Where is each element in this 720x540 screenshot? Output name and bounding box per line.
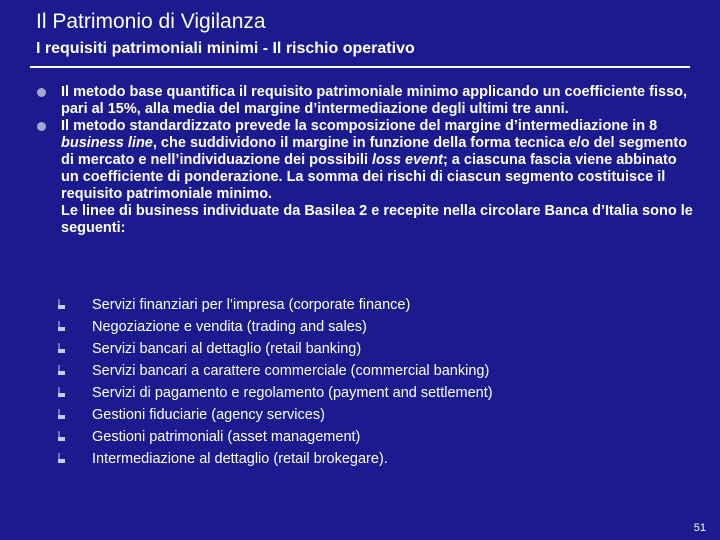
- title-divider: [30, 66, 690, 68]
- bullet-dot-icon: [37, 88, 46, 97]
- list-item-label: Servizi bancari a carattere commerciale (commercial banking): [92, 363, 490, 379]
- italic-term: business line: [61, 135, 153, 151]
- page-number: 51: [693, 522, 706, 534]
- bullet-base-method: [36, 84, 696, 118]
- list-item: [58, 294, 658, 316]
- bullet-text: ; a ciascuna fascia viene abbinato un coefficiente di ponderazione. La somma dei rischi di ciascun segmento costituisce il requisito patrimoniale minimo.: [61, 152, 677, 202]
- list-item-label: Servizi bancari al dettaglio (retail banking): [92, 341, 362, 357]
- dash-bullet-icon: [58, 349, 65, 353]
- list-item-label: Negoziazione e vendita (trading and sales): [92, 319, 367, 335]
- dash-bullet-icon: [58, 459, 65, 463]
- slide-title: Il Patrimonio di Vigilanza: [36, 10, 266, 33]
- dash-bullet-icon: [58, 415, 65, 419]
- list-item-label: Gestioni patrimoniali (asset management): [92, 429, 361, 445]
- bullet-text: Il metodo base quantifica il requisito patrimoniale minimo applicando un coefficiente fisso, pari al 15%, alla media del margine d’intermediazione degli ultimi tre anni.: [61, 84, 688, 117]
- list-item-label: Servizi di pagamento e regolamento (payment and settlement): [92, 385, 493, 401]
- list-item: [58, 404, 658, 426]
- dash-bullet-icon: [58, 327, 65, 331]
- list-item-label: Intermediazione al dettaglio (retail brokegare).: [92, 451, 388, 467]
- list-item: [58, 426, 658, 448]
- list-item: [58, 338, 658, 360]
- list-item: [58, 448, 658, 470]
- dash-bullet-icon: [58, 437, 65, 441]
- business-lines-list: [58, 294, 658, 470]
- list-item-label: Gestioni fiduciarie (agency services): [92, 407, 325, 423]
- bullet-text: , che suddividono il margine in funzione della forma tecnica e/o del segmento di mercato e nell’individuazione dei possibili: [61, 135, 688, 168]
- italic-term: loss event: [372, 152, 443, 168]
- list-item: [58, 316, 658, 338]
- list-item-label: Servizi finanziari per l’impresa (corporate finance): [92, 297, 411, 313]
- bullet-continuation: Le linee di business individuate da Basilea 2 e recepite nella circolare Banca d’Italia sono le seguenti:: [61, 203, 693, 236]
- list-item: [58, 382, 658, 404]
- bullet-text: Il metodo standardizzato prevede la scomposizione del margine d’intermediazione in 8: [61, 118, 658, 134]
- dash-bullet-icon: [58, 371, 65, 375]
- dash-bullet-icon: [58, 305, 65, 309]
- slide-subtitle: I requisiti patrimoniali minimi - Il rischio operativo: [36, 40, 415, 57]
- bullet-dot-icon: [37, 122, 46, 131]
- list-item: [58, 360, 658, 382]
- bullet-list: [36, 84, 696, 237]
- dash-bullet-icon: [58, 393, 65, 397]
- bullet-standardized-method: [36, 118, 696, 203]
